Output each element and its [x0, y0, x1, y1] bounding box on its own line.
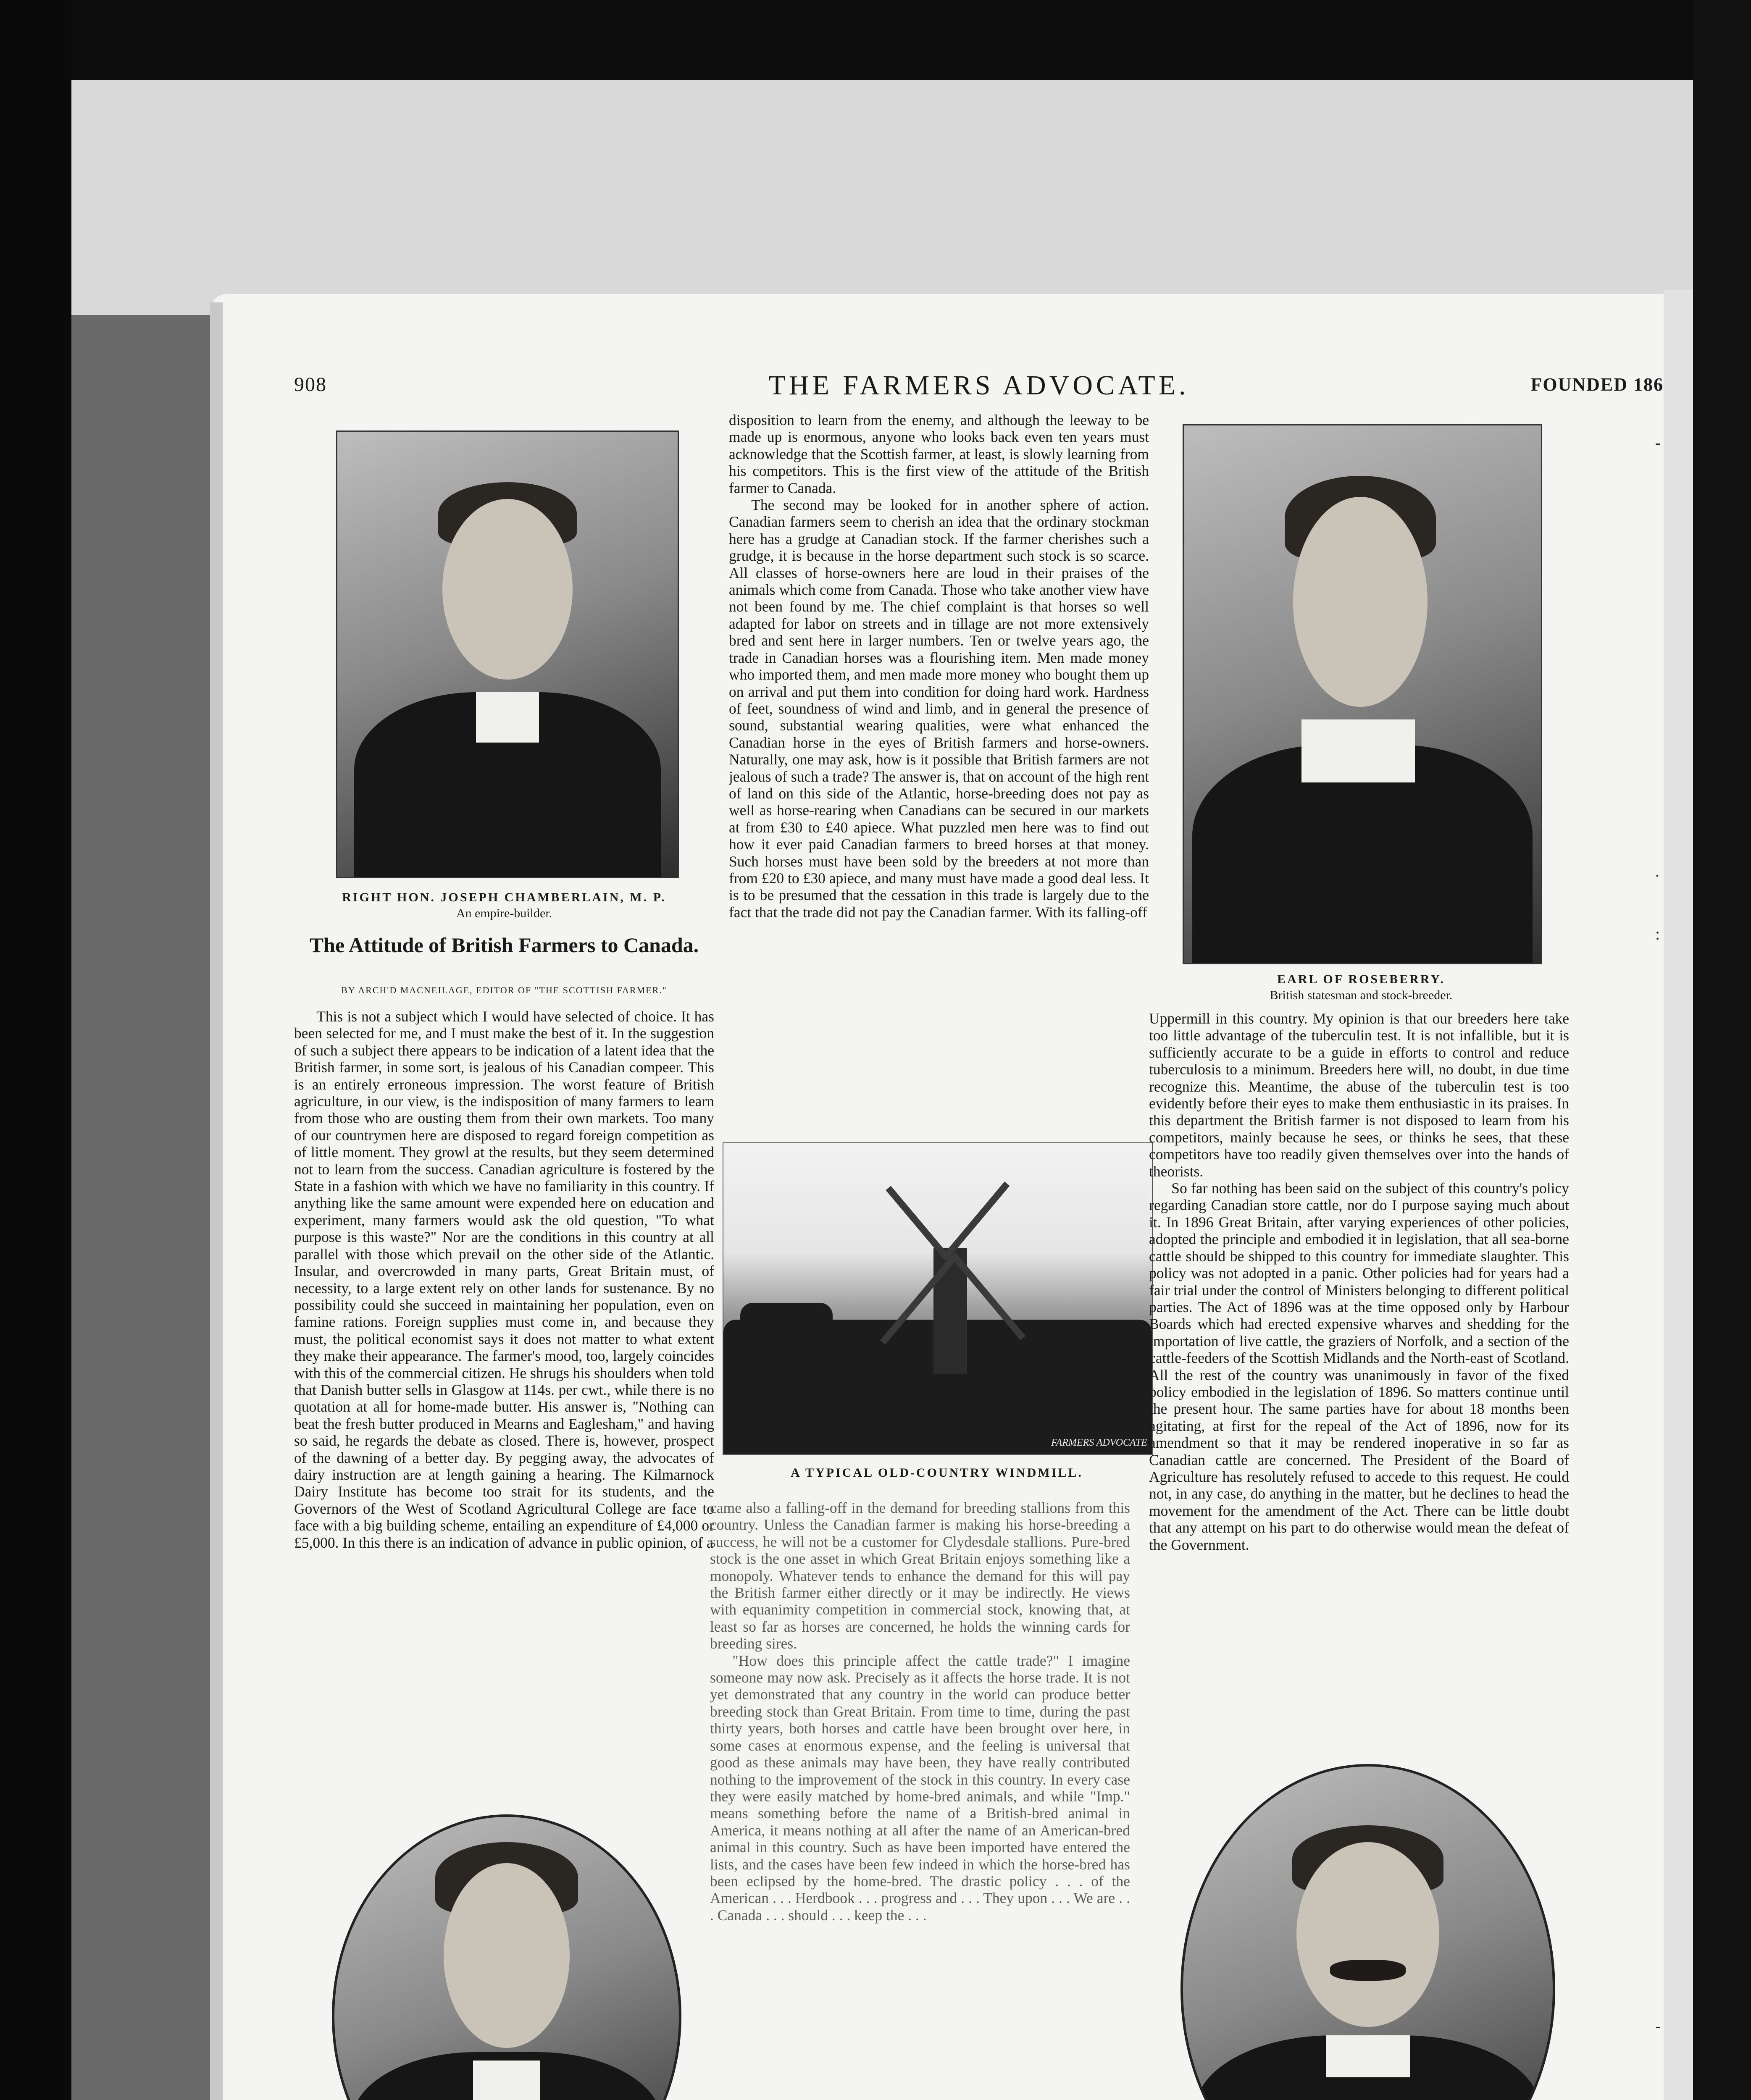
masthead-title: THE FARMERS ADVOCATE.: [768, 370, 1189, 401]
portrait-chamberlain: [336, 430, 679, 878]
scan-backdrop-left: [0, 0, 71, 2100]
caption-chamberlain-name: RIGHT HON. JOSEPH CHAMBERLAIN, M. P.: [342, 890, 666, 904]
article-column-2-bottom: [710, 1499, 1130, 2100]
scan-backdrop-top: [0, 0, 1751, 80]
article-byline: BY ARCH'D MACNEILAGE, EDITOR OF "THE SCOTTISH FARMER.": [341, 985, 667, 995]
caption-windmill: A TYPICAL OLD-COUNTRY WINDMILL.: [791, 1466, 1083, 1480]
paragraph: came also a falling-off in the demand for breeding stallions from this country. Unless the Canadian farmer is making his horse-breeding a success, he will not be a customer for Clydesdale stallions. Pure-bred stock is the one asset in which Great Britain enjoys something like a monopoly. Whatever tends to enhance the demand for this will pay the British farmer either directly or it may be indirectly. He views with equanimity competition in commercial stock, knowing that, at least so far as horses are concerned, he holds the winning cards for breeding sires.: [710, 1499, 1130, 1652]
paragraph: "How does this principle affect the cattle trade?" I imagine someone may now ask. Precisely as it affects the horse trade. It is not yet demonstrated that any country in the world can produce better breeding stock than Great Britain. From time to time, during the past thirty years, both horses and cattle have been brought over here, in some cases at enormous expense, and the feeling is universal that good as these animals may have been, they have really contributed nothing to the improvement of the stock in this country. In every case they were easily matched by home-bred animals, and while "Imp." means something before the name of a British-bred animal in America, it means nothing at all after the name of an American-bred animal in this country. Such as have been imported have entered the lists, and the cases have been few indeed in which the horse-bred has been eclipsed by the home-bred. The drastic policy . . . of the American . . . Herdbook . . . progress and . . . They upon . . . We are . . . Canada . . . should . . . keep the . . .: [710, 1652, 1130, 1924]
founded-note: FOUNDED 186: [1530, 374, 1664, 395]
photo-credit: FARMERS ADVOCATE: [1051, 1437, 1147, 1448]
next-page-fragments: - . : -: [1655, 433, 1661, 2035]
paragraph: So far nothing has been said on the subject of this country's policy regarding Canadian store cattle, nor do I purpose saying much about it. In 1896 Great Britain, after varying experiences of other policies, adopted the principle and embodied it in legislation, that all sea-borne cattle should be shipped to this country for immediate slaughter. This policy was not adopted in a panic. Other policies had for years had a fair trial under the control of Ministers belonging to different political parties. The Act of 1896 was at the time opposed only by Harbour Boards which had erected expensive wharves and shedding for the importation of live cattle, the graziers of Norfolk, and a section of the cattle-feeders of the Scottish Midlands and the North-east of Scotland. All the rest of the country was unanimously in favor of the fixed policy embodied in the legislation of 1896. So matters continue until the present hour. The same parties have for about 18 months been agitating, at first for the repeal of the Act of 1896, now for its amendment so that it may be rendered inoperative in so far as Canadian cattle are concerned. The President of the Board of Agriculture has resolutely refused to accede to this request. He could not, in any case, do anything in the matter, but he declines to head the movement for the amendment of the Act. There can be little doubt that any attempt on his part to do otherwise would mean the defeat of the Government.: [1149, 1180, 1569, 1553]
scan-backdrop-right: [1693, 0, 1751, 2100]
article-title: The Attitude of British Farmers to Canada.: [309, 933, 699, 957]
caption-chamberlain-desc: An empire-builder.: [456, 906, 552, 920]
windmill-photo: [723, 1142, 1153, 1455]
paragraph: This is not a subject which I would have selected of choice. It has been selected for me, and I must make the best of it. In the suggestion of such a subject there appears to be indication of a latent idea that the British farmer, in some sort, is jealous of his Canadian compeer. This is an entirely erroneous impression. The worst feature of British agriculture, in our view, is the indisposition of many farmers to learn from those who are ousting them from their own markets. Too many of our countrymen here are disposed to regard foreign competition as of little moment. They growl at the results, but they seem determined not to learn from the success. Canadian agriculture is fostered by the State in a fashion with which we have no familiarity in this country. If anything like the same amount were expended here on education and experiment, many farmers would ask the old question, "To what purpose is this waste?" Nor are the conditions in this country at all parallel with those which prevail on the other side of the Atlantic. Insular, and overcrowded in many parts, Great Britain must, of necessity, to a large extent rely on other lands for sustenance. By no possibility could she succeed in maintaining her population, even on famine rations. Foreign supplies must come in, and because they must, the political economist says it does not matter to what extent they make their appearance. The farmer's mood, too, largely coincides with this of the commercial citizen. He shrugs his shoulders when told that Danish butter sells in Glasgow at 114s. per cwt., while there is no quotation at all for home-made butter. His answer is, "Nothing can beat the fresh butter produced in Mearns and Eaglesham," and having so said, he regards the debate as closed. There is, however, prospect of the dawning of a better day. By pegging away, the advocates of dairy instruction are at length gaining a hearing. The Kilmarnock Dairy Institute has become too strait for its students, and the Governors of the West of Scotland Agricultural College are face to face with a big building scheme, entailing an expenditure of £4,000 or £5,000. In this there is an indication of advance in public opinion, of a: [294, 1008, 714, 1551]
page-gutter: [210, 302, 223, 2100]
article-column-3: [1149, 1010, 1569, 1732]
paragraph: disposition to learn from the enemy, and although the leeway to be made up is enormous, anyone who looks back even ten years must acknowledge that the Scottish farmer, at least, is slowly learning from his competitors. This is the first view of the attitude of the British farmer to Canada.: [729, 412, 1149, 496]
article-column-2-top: [729, 412, 1149, 1113]
caption-rosebery-name: EARL OF ROSEBERRY.: [1277, 972, 1445, 986]
page-number: 908: [294, 373, 327, 396]
paragraph: The second may be looked for in another sphere of action. Canadian farmers seem to cherish an idea that the ordinary stockman here has a grudge at Canadian stock. If the farmer cherishes such a grudge, it is because in the horse department such stock is so scarce. All classes of horse-owners here are loud in their praises of the animals which come from Canada. Those who take another view have not been found by me. The chief complaint is that horses so well adapted for labor on streets and in tillage are not more extensively bred and sent here in larger numbers. Ten or twelve years ago, the trade in Canadian horses was a flourishing item. Men made money who imported them, and men made more money who bought them up on arrival and put them into condition for doing hard work. Hardness of feet, soundness of wind and limb, and in general the presence of sound, substantial wearing qualities, were what enhanced the Canadian horse in the eyes of British farmers and horse-owners. Naturally, one may ask, how is it possible that British farmers are not jealous of such a trade? The answer is, that on account of the high rent of land on this side of the Atlantic, horse-breeding does not pay as well as horse-rearing when Canadians can be secured in our markets at from £30 to £40 apiece. What puzzled men here was to find out how it ever paid Canadian farmers to breed horses at that money. Such horses must have been sold by the breeders at not more than from £20 to £30 apiece, and many must have made a good deal less. It is to be presumed that the cessation in this trade is largely due to the fact that the trade did not pay the Canadian farmer. With its falling-off: [729, 496, 1149, 921]
page-header: [294, 370, 1664, 403]
paragraph: Uppermill in this country. My opinion is that our breeders here take too little advantage of the tuberculin test. It is not infallible, but it is sufficiently accurate to be a guide in efforts to control and reduce tuberculosis to a minimum. Breeders here will, no doubt, in due time recognize this. Meantime, the abuse of the tuberculin test is too evidently before their eyes to make them enthusiastic in its praises. In this department the British farmer is not disposed to learn from his competitors, mainly because he sees, or thinks he sees, that these competitors have too readily given themselves over into the hands of theorists.: [1149, 1010, 1569, 1180]
portrait-rosebery: [1183, 424, 1542, 964]
scan-underlay: [71, 80, 1693, 315]
caption-rosebery-desc: British statesman and stock-breeder.: [1270, 988, 1453, 1002]
article-column-1: [294, 1008, 714, 1747]
